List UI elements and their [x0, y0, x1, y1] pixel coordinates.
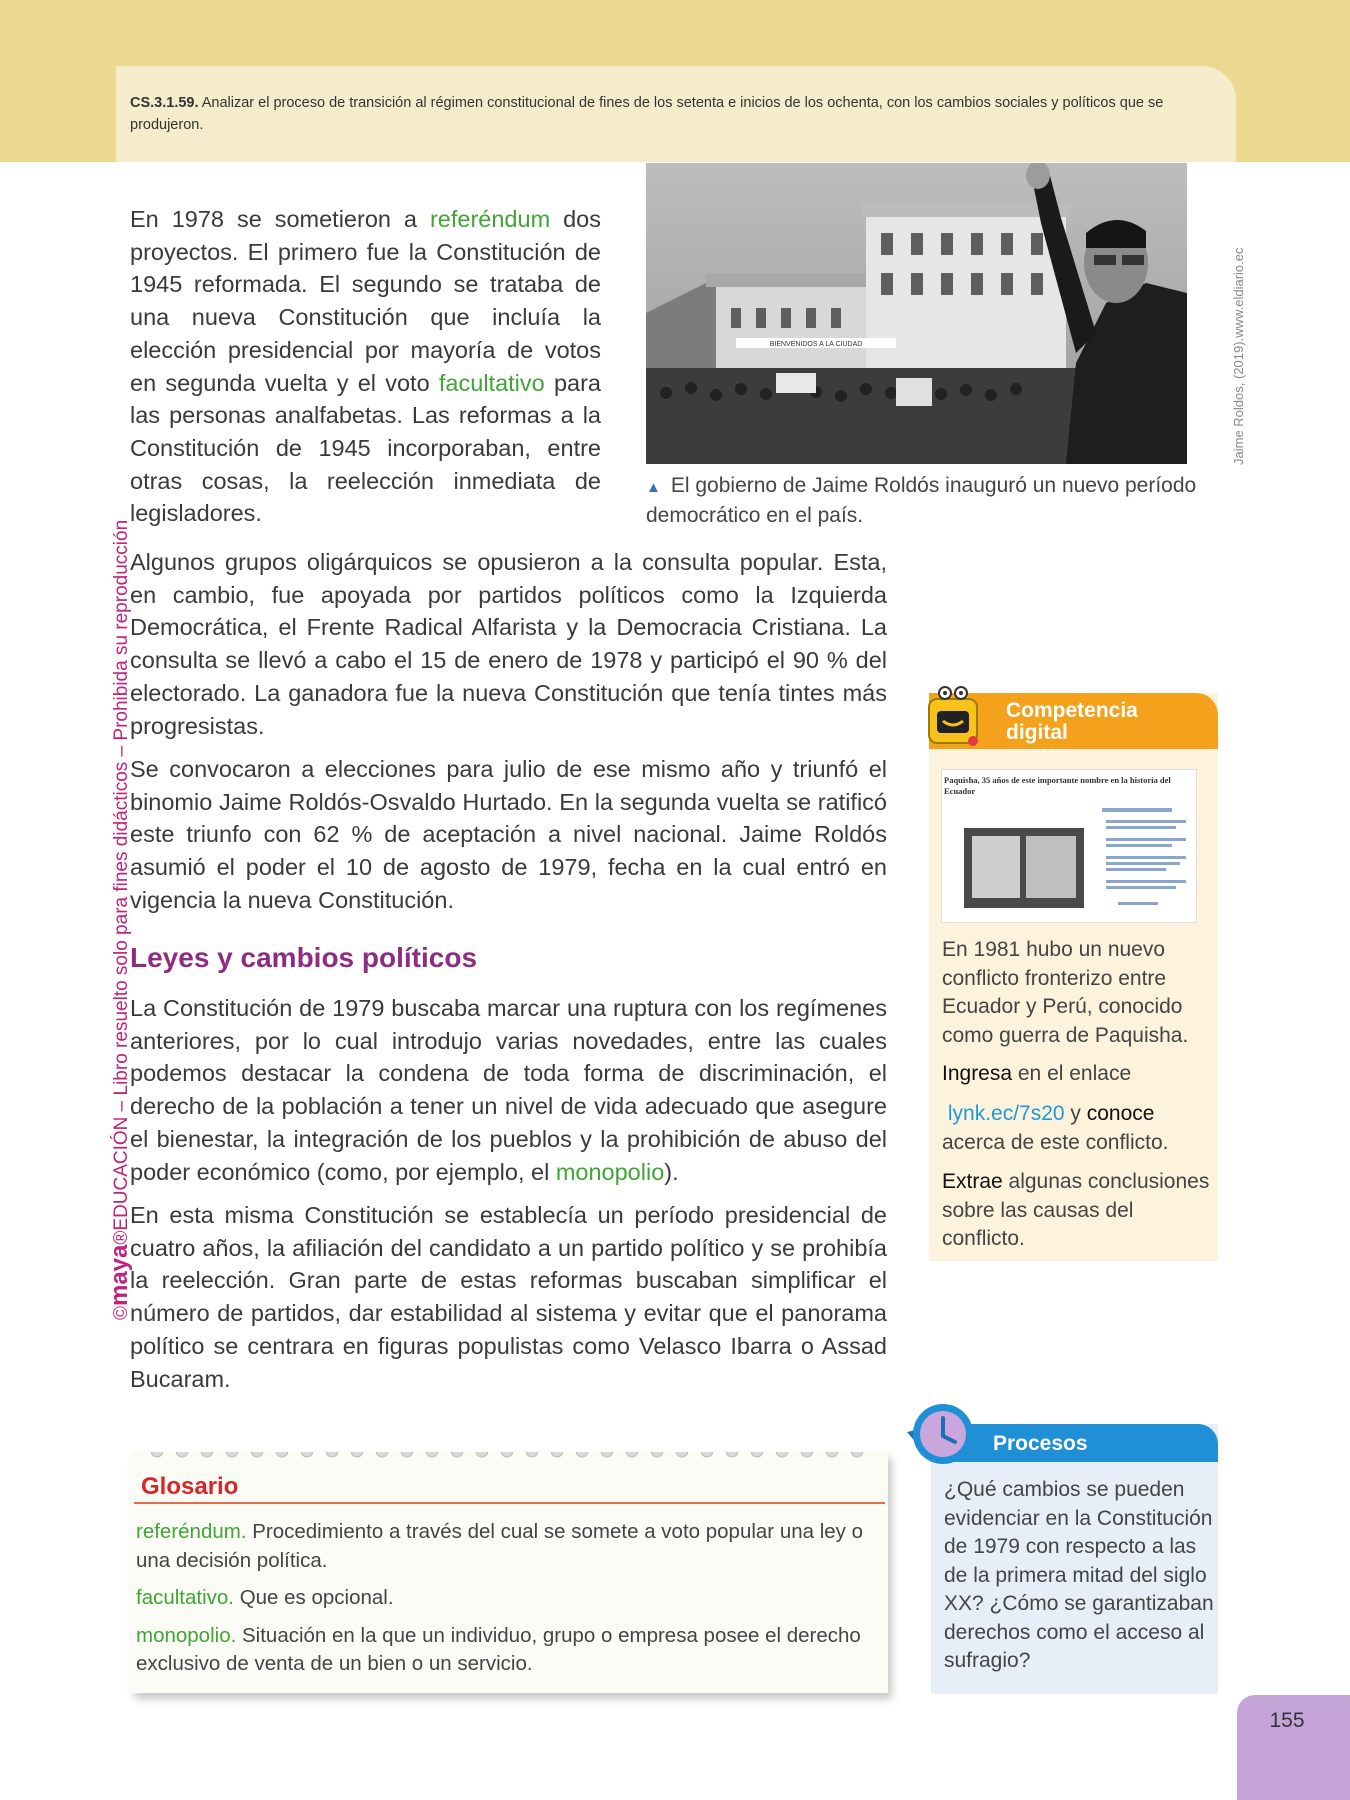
- paquisha-link[interactable]: lynk.ec/7s20: [947, 1102, 1065, 1125]
- instruction-verb: conoce: [1086, 1102, 1155, 1125]
- objective-code: CS.3.1.59.: [130, 95, 199, 111]
- side-text-rest: EDUCACIÓN – Libro resuelto solo para fines didácticos – Prohibida su reproducción: [111, 519, 132, 1231]
- page-number: 155: [1269, 1709, 1305, 1732]
- glosario-term: facultativo.: [136, 1586, 234, 1609]
- objective-text: Analizar el proceso de transición al régimen constitucional de fines de los setenta e inicios de los ochenta, con los cambios sociales y políticos que se produjeron.: [130, 95, 1164, 133]
- glosario-term: referéndum.: [136, 1520, 247, 1543]
- competencia-instruction-3: [942, 1168, 1212, 1254]
- glosario-definition: Situación en la que un individuo, grupo o empresa posee el derecho exclusivo de venta de un bien o un servicio.: [136, 1623, 861, 1675]
- procesos-box: [931, 1424, 1218, 1694]
- competencia-digital-title: [1006, 700, 1206, 744]
- competencia-instruction-1: [942, 1060, 1212, 1089]
- copyright-symbol: ©: [111, 1306, 132, 1320]
- registered-symbol: ®: [111, 1230, 132, 1245]
- paragraph-elecciones: Se convocaron a elecciones para julio de ese mismo año y triunfó el binomio Jaime Roldós-Osvaldo Hurtado. En la segunda vuelta se ratificó este triunfo con 62 % de aceptación a nivel nacional. Jaime Roldós asumió el poder el 10 de agosto de 1979, fecha en la cual entró en vigencia la nueva Constitución.: [130, 756, 887, 913]
- glosario-term: monopolio.: [136, 1623, 237, 1647]
- instruction-text: algunas conclusiones sobre las causas del conflicto.: [942, 1170, 1210, 1250]
- glosario-box: [131, 1452, 888, 1693]
- paragraph-text: dos proyectos. El primero fue la Constitución de 1945 reformada. El segundo se trataba de una nueva Constitución que incluía la elección presidencial por mayoría de votos en segunda vuelta y el voto: [130, 206, 602, 396]
- thumbnail-title: Paquisha, 35 años de este importante nombre en la historia del Ecuador: [944, 775, 1171, 796]
- caption-triangle-icon: ▲: [646, 479, 661, 496]
- glossary-term-referendum: referéndum: [429, 206, 551, 232]
- instruction-text: y: [1064, 1102, 1087, 1125]
- paragraph-periodo-presidencial: En esta misma Constitución se establecía un período presidencial de cuatro años, la afiliación del candidato a un partido político y se prohibía la reelección. Gran parte de estas reformas buscaban simplificar el número de partidos, dar estabilidad al sistema y evitar que el panorama político se centrara en figuras populistas como Velasco Ibarra o Assad Bucaram.: [130, 1202, 887, 1392]
- instruction-verb: Extrae: [942, 1170, 1003, 1193]
- glosario-entries: [136, 1518, 876, 1688]
- competencia-instruction-2: [942, 1100, 1212, 1157]
- glossary-term-monopolio: monopolio: [555, 1158, 665, 1185]
- title-line: digital: [1006, 721, 1068, 744]
- glossary-term-facultativo: facultativo: [438, 369, 545, 396]
- objective-box: [116, 66, 1236, 162]
- competencia-digital-box: [929, 693, 1218, 1261]
- website-thumbnail[interactable]: [941, 769, 1197, 923]
- photo-caption: [646, 472, 1226, 530]
- paragraph-referendum: [130, 203, 601, 530]
- glosario-title: Glosario: [141, 1473, 239, 1500]
- paragraph-constitucion-1979: [130, 992, 887, 1188]
- glosario-definition: Procedimiento a través del cual se somete a voto popular una ley o una decisión política.: [136, 1520, 864, 1572]
- instruction-verb: Ingresa: [942, 1062, 1013, 1085]
- paragraph-text: La Constitución de 1979 buscaba marcar una ruptura con los regímenes anteriores, por lo cual introdujo varias novedades, entre las cuales podemos destacar la condena de toda forma de discriminación, el derecho de la población a tener un nivel de vida adecuado que asegure el bienestar, la integración de los pueblos y la prohibición de abuso del poder económico (como, por ejemplo, el: [130, 995, 887, 1185]
- paragraph-text: En 1978 se sometieron a: [130, 206, 430, 232]
- glosario-entry: [136, 1622, 876, 1679]
- procesos-title: Procesos: [993, 1432, 1088, 1455]
- paragraph-text: ).: [664, 1158, 679, 1185]
- photo-credit: Jaime Roldos, (2019).www.eldiario.ec: [1231, 247, 1246, 465]
- instruction-text: en el enlace: [1012, 1062, 1132, 1085]
- robot-mascot-icon: [921, 683, 985, 755]
- notebook-rings: [151, 1452, 871, 1472]
- title-line: Competencia: [1006, 699, 1138, 722]
- glosario-definition: Que es opcional.: [234, 1586, 394, 1609]
- roldos-photo: [646, 163, 1187, 464]
- paragraph-consulta: Algunos grupos oligárquicos se opusieron a la consulta popular. Esta, en cambio, fue apoyada por partidos políticos como la Izquierda Democrática, el Frente Radical Alfarista y la Democracia Cristiana. La consulta se llevó a cabo el 15 de enero de 1978 y participó el 90 % del electorado. La ganadora fue la nueva Constitución que tenía tintes más progresistas.: [130, 549, 887, 739]
- section-heading: Leyes y cambios políticos: [130, 942, 478, 973]
- glosario-divider: [134, 1502, 885, 1504]
- glosario-entry: [136, 1518, 876, 1575]
- instruction-text: acerca de este conflicto.: [942, 1130, 1169, 1154]
- clock-cycle-icon: [903, 1398, 975, 1470]
- procesos-question: ¿Qué cambios se pueden evidenciar en la Constitución de 1979 con respecto a las de la primera mitad del siglo XX? ¿Cómo se garantizaban derechos como el acceso al sufragio?: [944, 1478, 1214, 1672]
- paragraph-text: para las personas analfabetas. Las reformas a la Constitución de 1945 incorporaban, entre otras cosas, la reelección inmediata de legisladores.: [130, 369, 601, 527]
- photo-banner-text: BIENVENIDOS A LA CIUDAD: [769, 341, 863, 348]
- competencia-text: En 1981 hubo un nuevo conflicto fronterizo entre Ecuador y Perú, conocido como guerra de Paquisha.: [942, 938, 1189, 1047]
- glosario-entry: [136, 1584, 876, 1613]
- brand-logo-text: maya: [106, 1244, 133, 1306]
- caption-text: El gobierno de Jaime Roldós inauguró un nuevo período democrático en el país.: [646, 474, 1197, 527]
